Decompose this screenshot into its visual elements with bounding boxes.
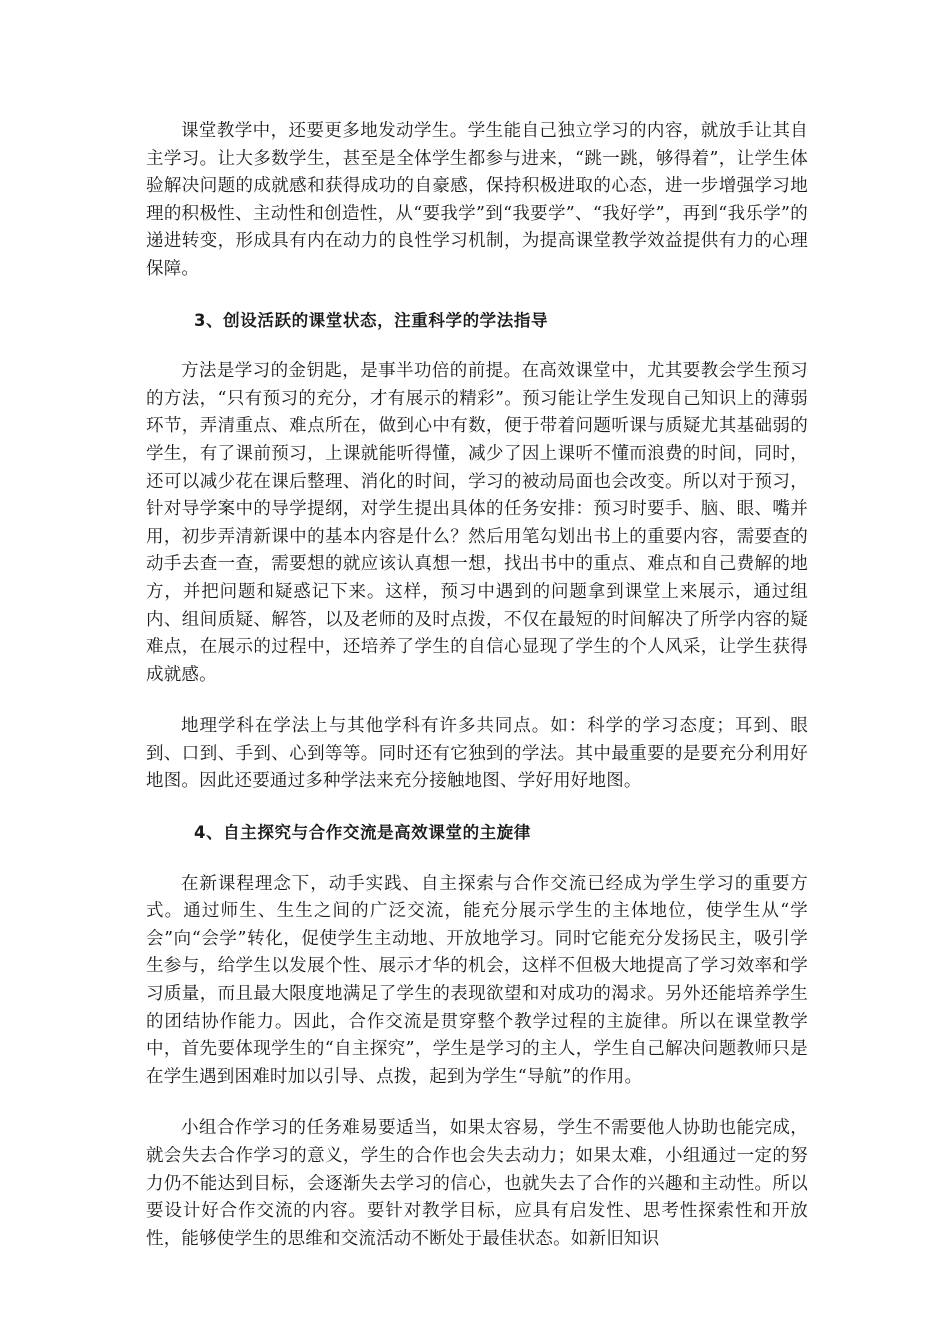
paragraph-cooperative-learning: 在新课程理念下，动手实践、自主探索与合作交流已经成为学生学习的重要方式。通过师生、生生之间的广泛交流，能充分展示学生的主体地位，使学生从“学会”向“会学”转化，促使学生主动地、开放地学习。同时它能充分发扬民主，吸引学生参与，给学生以发展个性、展示才华的机会，这样不但极大地提高了学习效率和学习质量，而且最大限度地满足了学生的表现欲望和对成功的渴求。另外还能培养学生的团结协作能力。因此，合作交流是贯穿整个教学过程的主旋律。所以在课堂教学中，首先要体现学生的“自主探究”，学生是学习的主人，学生自己解决问题教师只是在学生遇到困难时加以引导、点拨，起到为学生“导航”的作用。	[146, 873, 808, 1087]
paragraph-motivate-students: 课堂教学中，还要更多地发动学生。学生能自己独立学习的内容，就放手让其自主学习。让大多数学生，甚至是全体学生都参与进来，“跳一跳，够得着”，让学生体验解决问题的成就感和获得成功的自豪感，保持积极进取的心态，进一步增强学习地理的积极性、主动性和创造性，从“要我学”到“我要学”、“我好学”，再到“我乐学”的递进转变，形成具有内在动力的良性学习机制，为提高课堂教学效益提供有力的心理保障。	[146, 121, 808, 279]
paragraph-study-methods: 方法是学习的金钥匙，是事半功倍的前提。在高效课堂中，尤其要教会学生预习的方法，“只有预习的充分，才有展示的精彩”。预习能让学生发现自己知识上的薄弱环节，弄清重点、难点所在，做到心中有数，便于带着问题听课与质疑尤其基础弱的学生，有了课前预习，上课就能听得懂，减少了因上课听不懂而浪费的时间，同时，还可以减少花在课后整理、消化的时间，学习的被动局面也会改变。所以对于预习，针对导学案中的导学提纲，对学生提出具体的任务安排：预习时要手、脑、眼、嘴并用，初步弄清新课中的基本内容是什么？然后用笔勾划出书上的重要内容，需要查的动手去查一查，需要想的就应该认真想一想，找出书中的重点、难点和自己费解的地方，并把问题和疑惑记下来。这样，预习中遇到的问题拿到课堂上来展示，通过组内、组间质疑、解答，以及老师的及时点拨，不仅在最短的时间解决了所学内容的疑难点，在展示的过程中，还培养了学生的自信心显现了学生的个人风采，让学生获得成就感。	[146, 361, 808, 685]
paragraph-group-tasks: 小组合作学习的任务难易要适当，如果太容易，学生不需要他人协助也能完成，就会失去合作学习的意义，学生的合作也会失去动力；如果太难，小组通过一定的努力仍不能达到目标，会逐渐失去学习的信心，也就失去了合作的兴趣和主动性。所以要设计好合作交流的内容。要针对教学目标，应具有启发性、思考性探索性和开放性，能够使学生的思维和交流活动不断处于最佳状态。如新旧知识	[146, 1118, 808, 1249]
section-heading-3: 3、创设活跃的课堂状态，注重科学的学法指导	[194, 310, 549, 330]
paragraph-geography-methods: 地理学科在学法上与其他学科有许多共同点。如：科学的学习态度；耳到、眼到、口到、手到、心到等等。同时还有它独到的学法。其中最重要的是要充分利用好地图。因此还要通过多种学法来充分接触地图、学好用好地图。	[146, 716, 808, 792]
document-page	[146, 118, 808, 1253]
section-heading-4: 4、自主探究与合作交流是高效课堂的主旋律	[194, 823, 531, 843]
